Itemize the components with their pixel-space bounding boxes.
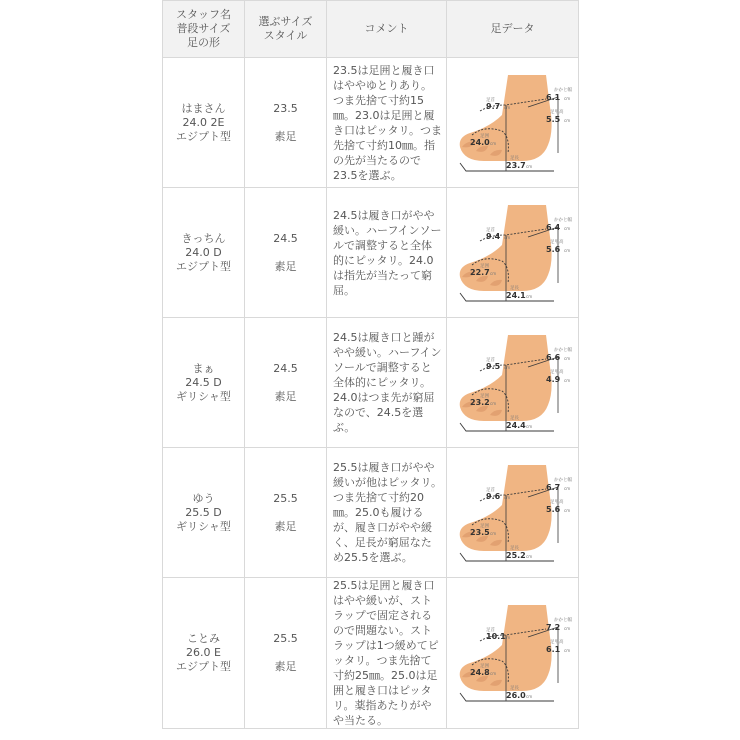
heel-width-value: 7.2 bbox=[545, 623, 560, 632]
foot-measurement-illustration bbox=[450, 597, 576, 709]
instep-unit: cm bbox=[563, 507, 570, 513]
ankle-unit: cm bbox=[503, 494, 510, 500]
header-staff-line3: 足の形 bbox=[187, 36, 220, 49]
instep-label: 足甲高 bbox=[549, 369, 563, 375]
usual-size: 24.5 D bbox=[185, 375, 222, 389]
chosen-size: 25.5 bbox=[273, 632, 298, 645]
girth-value: 23.5 bbox=[469, 527, 490, 537]
ankle-value: 9.4 bbox=[485, 231, 500, 241]
wear-style: 素足 bbox=[274, 129, 297, 143]
table-row bbox=[163, 188, 579, 318]
foot-shape: ギリシャ型 bbox=[176, 519, 231, 533]
foot-measurement-illustration bbox=[450, 67, 576, 179]
foot-length-label: 足長 bbox=[509, 545, 519, 551]
comment-cell: 23.5は足囲と履き口はややゆとりあり。つま先捨て寸約15㎜。23.0は足囲と履き口はピッタリ。つま先捨て寸約10㎜。指の先が当たるので23.5を選ぶ。 bbox=[327, 58, 447, 188]
usual-size: 24.0 D bbox=[185, 245, 222, 259]
girth-value: 24.8 bbox=[469, 668, 490, 677]
table-row bbox=[163, 318, 579, 448]
header-row bbox=[163, 1, 579, 58]
girth-value: 23.2 bbox=[469, 397, 490, 407]
staff-cell bbox=[163, 448, 245, 578]
girth-label: 足囲 bbox=[479, 393, 489, 399]
comment-cell: 25.5は履き口がやや緩いが他はピッタリ。つま先捨て寸約20㎜。25.0も履けるが、履き口がやや緩く、足長が窮屈なため25.5を選ぶ。 bbox=[327, 448, 447, 578]
foot-length-label: 足長 bbox=[509, 285, 519, 291]
chosen-size: 24.5 bbox=[273, 361, 298, 375]
foot-measurement-illustration bbox=[450, 197, 576, 309]
heel-width-unit: cm bbox=[563, 485, 570, 491]
foot-length-unit: cm bbox=[525, 694, 532, 699]
comment-cell: 25.5は足囲と履き口はやや緩いが、ストラップで固定されるので問題ない。ストラップは1つ緩めてピッタリ。つま先捨て寸約25㎜。25.0は足囲と履き口はピッタリ。薬指あたりがやや当たる。 bbox=[327, 578, 447, 729]
table-row bbox=[163, 448, 579, 578]
size-cell bbox=[245, 188, 327, 318]
foot-length-unit: cm bbox=[525, 423, 532, 429]
usual-size: 24.0 2E bbox=[182, 115, 225, 129]
instep-label: 足甲高 bbox=[549, 499, 563, 505]
instep-value: 5.6 bbox=[545, 504, 560, 514]
instep-label: 足甲高 bbox=[549, 640, 563, 645]
ankle-label: 足首 bbox=[485, 357, 495, 363]
instep-unit: cm bbox=[563, 117, 570, 123]
heel-width-unit: cm bbox=[563, 355, 570, 361]
chosen-size: 23.5 bbox=[273, 101, 298, 115]
header-staff bbox=[163, 1, 245, 58]
staff-name: ことみ bbox=[187, 632, 220, 645]
ankle-value: 9.6 bbox=[485, 491, 500, 501]
ankle-label: 足首 bbox=[485, 628, 495, 633]
size-table bbox=[162, 0, 579, 729]
header-comment: コメント bbox=[327, 1, 447, 58]
foot-measurement-illustration bbox=[450, 327, 576, 439]
foot-length-unit: cm bbox=[525, 553, 532, 559]
instep-unit: cm bbox=[563, 377, 570, 383]
wear-style: 素足 bbox=[274, 389, 297, 403]
foot-length-unit: cm bbox=[525, 293, 532, 299]
size-cell bbox=[245, 578, 327, 729]
instep-label: 足甲高 bbox=[549, 239, 563, 245]
usual-size: 26.0 E bbox=[186, 646, 221, 659]
usual-size: 25.5 D bbox=[185, 505, 222, 519]
header-staff-line1: スタッフ名 bbox=[176, 8, 231, 21]
staff-cell bbox=[163, 318, 245, 448]
table-row bbox=[163, 58, 579, 188]
chosen-size: 24.5 bbox=[273, 231, 298, 245]
girth-label: 足囲 bbox=[479, 664, 489, 669]
heel-width-unit: cm bbox=[563, 626, 570, 631]
girth-unit: cm bbox=[489, 270, 496, 276]
foot-data-cell bbox=[447, 58, 579, 188]
heel-width-value: 6.4 bbox=[545, 222, 560, 232]
header-foot: 足データ bbox=[447, 1, 579, 58]
staff-name: ゆう bbox=[192, 491, 215, 505]
comment-cell: 24.5は履き口がやや緩い。ハーフインソールで調整すると全体的にピッタリ。24.0は指先が当たって窮屈。 bbox=[327, 188, 447, 318]
table-row bbox=[163, 578, 579, 729]
instep-value: 5.5 bbox=[545, 114, 560, 124]
ankle-unit: cm bbox=[503, 234, 510, 240]
ankle-value: 9.5 bbox=[485, 361, 500, 371]
ankle-label: 足首 bbox=[485, 487, 495, 493]
ankle-value: 9.7 bbox=[485, 101, 500, 111]
foot-shape: エジプト型 bbox=[176, 660, 231, 673]
staff-cell bbox=[163, 58, 245, 188]
chosen-size: 25.5 bbox=[273, 491, 298, 505]
girth-label: 足囲 bbox=[479, 133, 489, 139]
ankle-unit: cm bbox=[503, 364, 510, 370]
header-staff-line2: 普段サイズ bbox=[176, 22, 231, 35]
heel-width-value: 6.7 bbox=[545, 482, 560, 492]
heel-width-unit: cm bbox=[563, 225, 570, 231]
header-chosen-line1: 選ぶサイズ bbox=[258, 15, 313, 28]
ankle-label: 足首 bbox=[485, 227, 495, 233]
ankle-value: 10.1 bbox=[485, 632, 506, 641]
staff-name: まぁ bbox=[192, 361, 215, 375]
staff-name: きっちん bbox=[181, 231, 226, 245]
foot-length-value: 25.2 bbox=[505, 550, 526, 560]
foot-data-cell bbox=[447, 448, 579, 578]
heel-width-value: 6.1 bbox=[545, 92, 560, 102]
foot-length-value: 23.7 bbox=[505, 160, 526, 170]
ankle-unit: cm bbox=[503, 635, 510, 640]
girth-label: 足囲 bbox=[479, 263, 489, 269]
ankle-label: 足首 bbox=[485, 97, 495, 103]
foot-length-unit: cm bbox=[525, 163, 532, 169]
size-cell bbox=[245, 448, 327, 578]
heel-width-label: かかと幅 bbox=[553, 618, 572, 623]
header-chosen bbox=[245, 1, 327, 58]
instep-unit: cm bbox=[563, 247, 570, 253]
foot-data-cell bbox=[447, 578, 579, 729]
size-cell bbox=[245, 58, 327, 188]
instep-value: 4.9 bbox=[545, 374, 560, 384]
instep-label: 足甲高 bbox=[549, 109, 563, 115]
wear-style: 素足 bbox=[274, 660, 297, 673]
girth-unit: cm bbox=[489, 400, 496, 406]
instep-value: 6.1 bbox=[545, 645, 560, 654]
heel-width-label: かかと幅 bbox=[553, 347, 572, 353]
foot-length-value: 26.0 bbox=[505, 691, 526, 700]
instep-value: 5.6 bbox=[545, 244, 560, 254]
header-chosen-line2: スタイル bbox=[263, 29, 308, 42]
staff-name: はまさん bbox=[181, 101, 226, 115]
staff-cell bbox=[163, 578, 245, 729]
size-cell bbox=[245, 318, 327, 448]
girth-value: 24.0 bbox=[469, 137, 490, 147]
ankle-unit: cm bbox=[503, 104, 510, 110]
foot-shape: エジプト型 bbox=[176, 129, 231, 143]
instep-unit: cm bbox=[563, 648, 570, 653]
heel-width-label: かかと幅 bbox=[553, 87, 572, 93]
girth-label: 足囲 bbox=[479, 523, 489, 529]
foot-data-cell bbox=[447, 318, 579, 448]
wear-style: 素足 bbox=[274, 259, 297, 273]
staff-cell bbox=[163, 188, 245, 318]
heel-width-label: かかと幅 bbox=[553, 477, 572, 483]
foot-shape: ギリシャ型 bbox=[176, 389, 231, 403]
wear-style: 素足 bbox=[274, 519, 297, 533]
comment-cell: 24.5は履き口と踵がやや緩い。ハーフインソールで調整すると全体的にピッタリ。24.0はつま先が窮屈なので、24.5を選ぶ。 bbox=[327, 318, 447, 448]
heel-width-label: かかと幅 bbox=[553, 217, 572, 223]
girth-unit: cm bbox=[489, 671, 496, 676]
girth-value: 22.7 bbox=[469, 267, 490, 277]
foot-length-value: 24.4 bbox=[505, 420, 526, 430]
foot-data-cell bbox=[447, 188, 579, 318]
foot-length-label: 足長 bbox=[509, 155, 519, 161]
foot-measurement-illustration bbox=[450, 457, 576, 569]
girth-unit: cm bbox=[489, 530, 496, 536]
foot-length-value: 24.1 bbox=[505, 290, 526, 300]
foot-length-label: 足長 bbox=[509, 415, 519, 421]
heel-width-unit: cm bbox=[563, 95, 570, 101]
foot-shape: エジプト型 bbox=[176, 259, 231, 273]
foot-length-label: 足長 bbox=[509, 686, 519, 691]
heel-width-value: 6.6 bbox=[545, 352, 560, 362]
girth-unit: cm bbox=[489, 140, 496, 146]
